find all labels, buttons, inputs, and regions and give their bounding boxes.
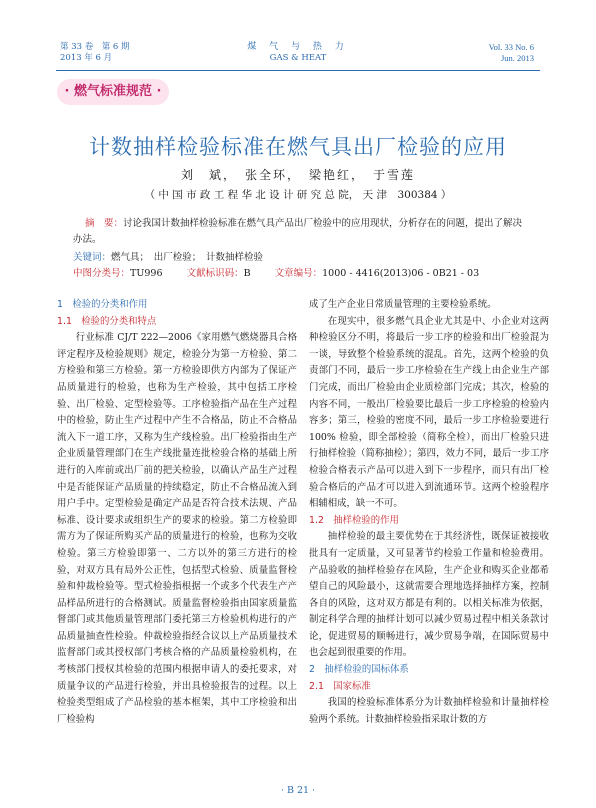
- abstract-text: 讨论我国计数抽样检验标准在燃气具产品出厂检验中的应用现状，分析存在的问题，提出了解决办法。: [73, 218, 523, 245]
- issue-date-en: Jun. 2013: [500, 53, 534, 63]
- author-list: 刘 斌， 张全环， 梁艳红， 于雪莲: [180, 168, 415, 182]
- section-2-1-heading: 2.1 国家标准: [309, 680, 371, 692]
- affiliation: （ 中 国 市 政 工 程 华 北 设 计 研 究 总 院， 天 津 300384 ）: [144, 189, 452, 201]
- volume-issue-en: Vol. 33 No. 6: [488, 42, 534, 52]
- paragraph-continued: 成了生产企业日常质量管理的主要检验系统。: [309, 299, 497, 310]
- section-2-heading: 2 抽样检验的国标体系: [309, 664, 409, 676]
- abstract: [73, 216, 531, 248]
- section-1-heading: 1 检验的分类和作用: [57, 299, 148, 310]
- left-column: [57, 297, 297, 728]
- paragraph: 在现实中，很多燃气具企业尤其是中、小企业对这两种检验区分不明，将最后一步工序的检验和出厂检验混为一谈，导致整个检验系统的混乱。首先，这两个检验的负责部门不同，最后一步工序检验在生产线上由企业生产部门完成，而出厂检验由企业质检部门完成；其次，检验的内容不同，一般出厂检验要比最后一步工序检验的检验内容多；第三，检验的密度不同，最后一步工序检验要进行 100% 检验，即全部检验（简称全检），而出厂检验只进行抽样检验（简称抽检）；第四，效力不同，最后一步工序检验合格表示产品可以进入到下一步程序，而只有出厂检验合格后的产品才可以进入到流通环节。这两个检验程序相辅相成，缺一不可。: [309, 315, 549, 510]
- clc-label: 中图分类号：: [73, 268, 131, 279]
- right-column: [309, 297, 549, 728]
- paragraph: 抽样检验的最主要优势在于其经济性，既保证被接收批具有一定质量，又可显著节约检验工作量和检验费用。产品验收的抽样检验存在风险，生产企业和购买企业都希望自己的风险最小，这就需要合理地选择抽样方案，控制各自的风险，这对双方都是有利的。以相关标准为依据，制定科学合理的抽样计划可以减少贸易过程中相关条款讨论，促进贸易的顺畅进行，减少贸易争端，在国际贸易中也会起到很重要的作用。: [309, 531, 549, 659]
- paragraph: 我国的检验标准体系分为计数抽样检验和计量抽样检验两个系统。计数抽样检验指采取计数的方: [309, 697, 549, 725]
- article-no-value: 1000 - 4416(2013)06 - 0B21 - 03: [322, 268, 480, 279]
- journal-name-en: GAS & HEAT: [269, 53, 327, 63]
- keywords-text: 燃气具； 出厂检验； 计数抽样检验: [111, 252, 264, 263]
- issue-date: 2013 年 6 月: [60, 53, 113, 63]
- doc-code-label: 文献标识码：: [186, 268, 244, 279]
- journal-name-cn: 煤 气 与 热 力: [247, 42, 349, 52]
- paragraph: 行业标准 CJ/T 222—2006《家用燃气燃烧器具合格评定程序及检验规则》规定，检验分为第一方检验、第二方检验和第三方检验。第一方检验即供方内部为了保证产品质量进行的检验，也称为生产检验，其中包括工序检验、出厂检验、定型检验等。工序检验指产品在生产过程中的检验，防止生产过程中产生不合格品，防止不合格品流入下一道工序，又称为生产线检验。出厂检验指由生产企业质量管理部门在生产线批量连批检验合格的基础上所进行的入库前或出厂前的把关检验，以确认产品生产过程中是否能保证产品质量的持续稳定，防止不合格品流入到用户手中。定型检验是确定产品是否符合技术法规、产品标准、设计要求或组织生产的要求的检验。第二方检验即需方为了保证所购买产品的质量进行的检验，也称为交收检验。第三方检验即第一、二方以外的第三方进行的检验，对双方具有局外公正性，包括型式检验、质量监督检验和仲裁检验等。型式检验指根据一个或多个代表生产产品样品所进行的合格测试。质量监督检验指由国家质量监督部门或其他质量管理部门委托第三方检验机构进行的产品质量抽查性检验。仲裁检验指经合议以上产品质量技术监督部门或其授权部门考核合格的产品质量检验机构，在考核部门授权其检验的范围内根据申请人的委托要求，对质量争议的产品进行检验，并出具检验报告的过程。以上检验类型组成了产品检验的基本框架，其中工序检验和出厂检验构: [57, 332, 297, 725]
- abstract-label: 摘 要：: [85, 218, 124, 229]
- article-no-label: 文章编号：: [274, 268, 323, 279]
- doc-code-value: B: [243, 268, 251, 279]
- section-1-2-heading: 1.2 抽样检验的作用: [309, 514, 399, 526]
- page-number: · B 21 ·: [280, 785, 316, 796]
- article-title: 计数抽样检验标准在燃气具出厂检验的应用: [89, 135, 507, 159]
- classification-line: [73, 266, 531, 282]
- journal-volume-info-en: [489, 42, 534, 64]
- section-1-1-heading: 1.1 检验的分类和特点: [57, 315, 157, 327]
- keywords-label: 关键词：: [73, 252, 112, 263]
- column-tag: · 燃气标准规范 ·: [57, 79, 169, 105]
- header-rule: [56, 70, 540, 71]
- keywords: [73, 250, 531, 266]
- volume-issue: 第 33 卷 第 6 期: [60, 42, 130, 52]
- clc-value: TU996: [130, 268, 163, 279]
